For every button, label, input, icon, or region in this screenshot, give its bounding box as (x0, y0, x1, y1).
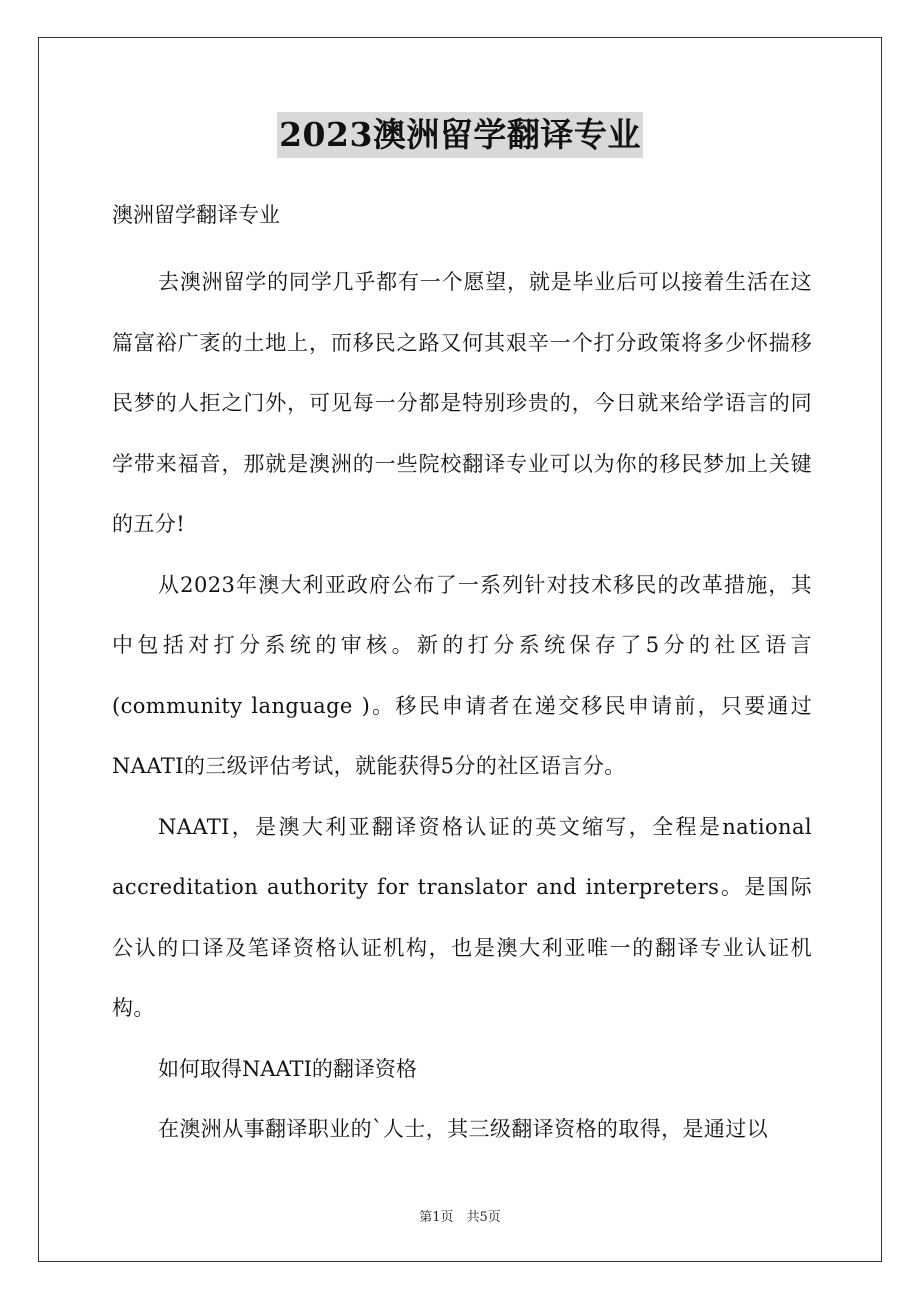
paragraph-1: 去澳洲留学的同学几乎都有一个愿望，就是毕业后可以接着生活在这篇富裕广袤的土地上，而移民之路又何其艰辛一个打分政策将多少怀揣移民梦的人拒之门外，可见每一分都是特别珍贵的，今日就来给学语言的同学带来福音，那就是澳洲的一些院校翻译专业可以为你的移民梦加上关键的五分! (112, 270, 812, 536)
page-footer: 第1页 共5页 (419, 1210, 501, 1225)
document-title: 2023澳洲留学翻译专业 (277, 112, 643, 158)
document-subtitle: 澳洲留学翻译专业 (112, 203, 280, 227)
document-body (112, 192, 812, 1160)
paragraph-4: 在澳洲从事翻译职业的`人士，其三级翻译资格的取得，是通过以 (158, 1117, 769, 1141)
paragraph-3: NAATI，是澳大利亚翻译资格认证的英文缩写，全程是national accreditation authority for translator and interpreters。是国际公认的口译及笔译资格认证机构，也是澳大利亚唯一的翻译专业认证机构。 (112, 814, 812, 1020)
paragraph-2: 从2023年澳大利亚政府公布了一系列针对技术移民的改革措施，其中包括对打分系统的审核。新的打分系统保存了5分的社区语言(community language )。移民申请者在递交移民申请前，只要通过NAATI的三级评估考试，就能获得5分的社区语言分。 (112, 572, 812, 778)
title-container (0, 112, 920, 158)
section-heading: 如何取得NAATI的翻译资格 (158, 1056, 417, 1081)
